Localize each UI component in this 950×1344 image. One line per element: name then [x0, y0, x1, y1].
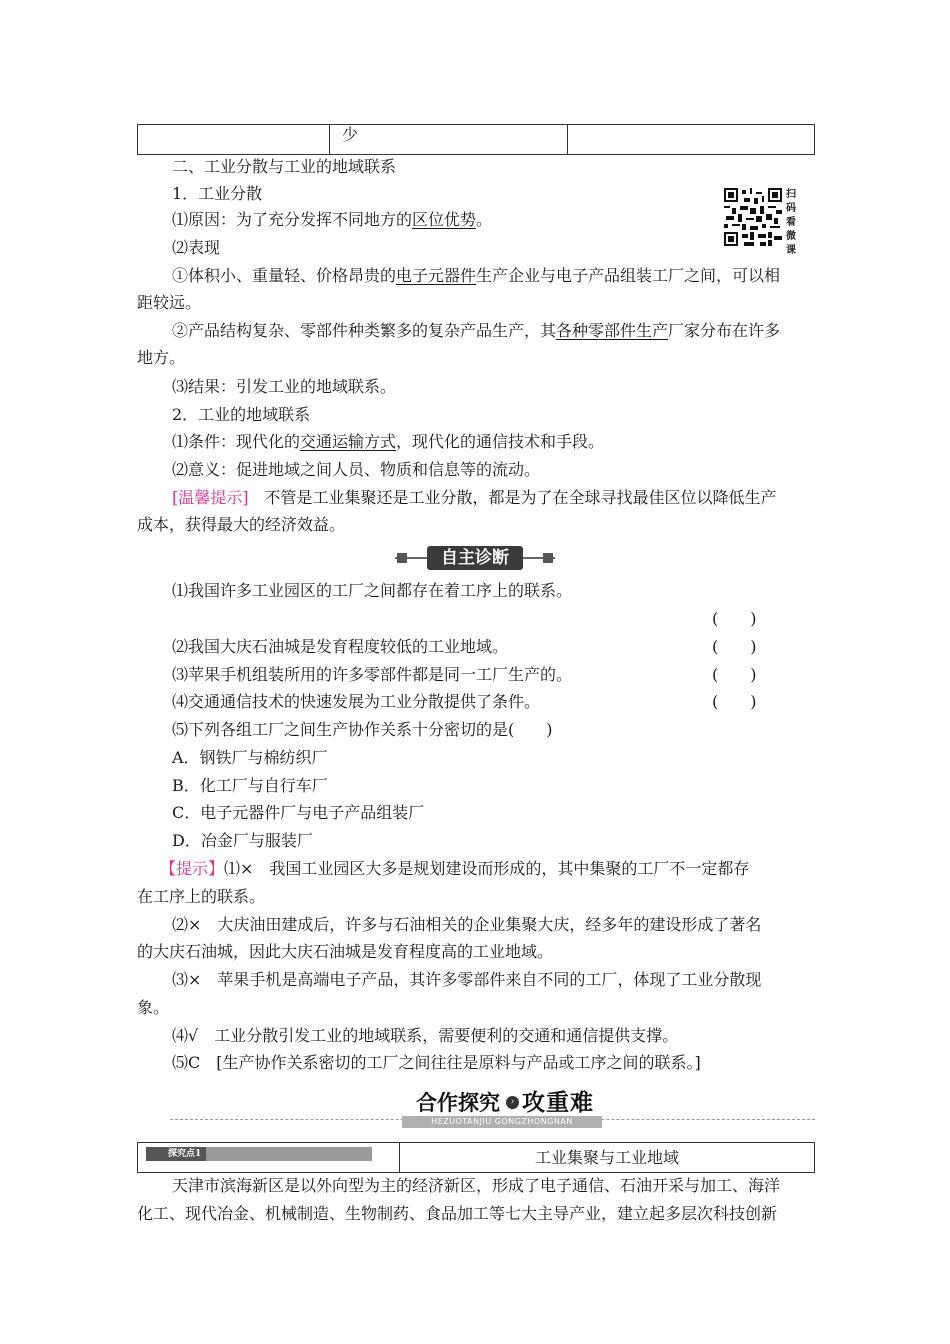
subheading: 2．工业的地域联系: [172, 405, 311, 424]
perf-item-1: ①体积小、重量轻、价格昂贵的电子元器件生产企业与电子产品组装工厂之间，可以相: [172, 266, 781, 285]
answer-3: ⑶× 苹果手机是高端电子产品，其许多零部件来自不同的工厂，体现了工业分散现: [172, 970, 762, 989]
paragraph-line: 天津市滨海新区是以外向型为主的经济新区，形成了电子通信、石油开采与加工、海洋: [172, 1176, 781, 1195]
table-cell: [568, 125, 815, 155]
option-d: D．冶金厂与服装厂: [172, 831, 313, 850]
option-a: A．钢铁厂与棉纺织厂: [172, 748, 328, 767]
inquiry-point-table: [137, 1142, 815, 1173]
question-1: ⑴我国许多工业园区的工厂之间都存在着工序上的联系。: [172, 581, 573, 600]
subheading: 1．工业分散: [172, 184, 263, 203]
meaning-line: ⑵意义：促进地域之间人员、物质和信息等的流动。: [172, 460, 541, 479]
hint-label: 【提示】: [160, 859, 225, 878]
qr-code[interactable]: [724, 188, 782, 246]
question-5: ⑸下列各组工厂之间生产协作关系十分密切的是( ): [172, 720, 553, 739]
cause-line: ⑴原因：为了充分发挥不同地方的区位优势。: [172, 210, 493, 229]
coop-banner: [170, 1090, 815, 1130]
question-3: ⑶苹果手机组装所用的许多零部件都是同一工厂生产的。: [172, 665, 573, 684]
condition-line: ⑴条件：现代化的交通运输方式，现代化的通信技术和手段。: [172, 432, 605, 451]
diagnosis-title: 自主诊断: [427, 546, 523, 570]
top-table: [137, 124, 815, 155]
coop-title-b: 攻重难: [522, 1090, 594, 1116]
table-cell: [138, 125, 330, 155]
tip-line-cont: 成本，获得最大的经济效益。: [137, 515, 346, 534]
tip-line: [温馨提示] 不管是工业集聚还是工业分散，都是为了在全球寻找最佳区位以降低生产: [172, 488, 777, 507]
answer-5: ⑸C [生产协作关系密切的工厂之间往往是原料与产品或工序之间的联系。]: [172, 1053, 701, 1072]
arrow-icon: ›: [506, 1096, 519, 1109]
perf-item-2: ②产品结构复杂、零部件种类繁多的复杂产品生产，其各种零部件生产厂家分布在许多: [172, 321, 781, 340]
answer-paren: ( ): [712, 665, 757, 684]
diagnosis-banner: [395, 546, 555, 570]
question-4: ⑷交通通信技术的快速发展为工业分散提供了条件。: [172, 692, 541, 711]
question-2: ⑵我国大庆石油城是发育程度较低的工业地域。: [172, 637, 509, 656]
paragraph-line: 化工、现代冶金、机械制造、生物制药、食品加工等七大主导产业，建立起多层次科技创新: [137, 1204, 778, 1223]
section-heading: 二、工业分散与工业的地域联系: [172, 157, 397, 176]
qr-label: 扫码看微课: [786, 189, 796, 256]
tip-label: [温馨提示]: [172, 488, 249, 507]
inquiry-label-cell: [138, 1143, 400, 1173]
answer-3-cont: 象。: [137, 998, 170, 1017]
inquiry-point-label: 探究点1: [168, 1149, 202, 1159]
answer-4: ⑷√ 工业分散引发工业的地域联系，需要便利的交通和通信提供支撑。: [172, 1026, 679, 1045]
answer-paren: ( ): [712, 609, 757, 628]
perf-line: ⑵表现: [172, 238, 221, 257]
answer-2-cont: 的大庆石油城，因此大庆石油城是发育程度高的工业地域。: [137, 942, 554, 961]
coop-title-a: 合作探究: [416, 1091, 500, 1115]
answer-2: ⑵× 大庆油田建成后，许多与石油相关的企业集聚大庆，经多年的建设形成了著名: [172, 915, 762, 934]
coop-pinyin: HEZUOTANJIU GONGZHONGNAN: [402, 1116, 602, 1128]
option-c: C．电子元器件厂与电子产品组装厂: [172, 803, 425, 822]
perf-item-2-cont: 地方。: [137, 348, 186, 367]
inquiry-title-cell: [400, 1143, 815, 1173]
answer-1-cont: 在工序上的联系。: [137, 887, 266, 906]
answer-paren: ( ): [712, 637, 757, 656]
table-cell: 少: [330, 125, 568, 155]
answer-paren: ( ): [712, 692, 757, 711]
inquiry-point-title: 工业集聚与工业地域: [534, 1147, 679, 1167]
option-b: B．化工厂与自行车厂: [172, 776, 328, 795]
answer-1: 【提示】⑴× 我国工业园区大多是规划建设而形成的，其中集聚的工厂不一定都存: [160, 859, 750, 878]
result-line: ⑶结果：引发工业的地域联系。: [172, 377, 397, 396]
perf-item-1-cont: 距较远。: [137, 293, 202, 312]
